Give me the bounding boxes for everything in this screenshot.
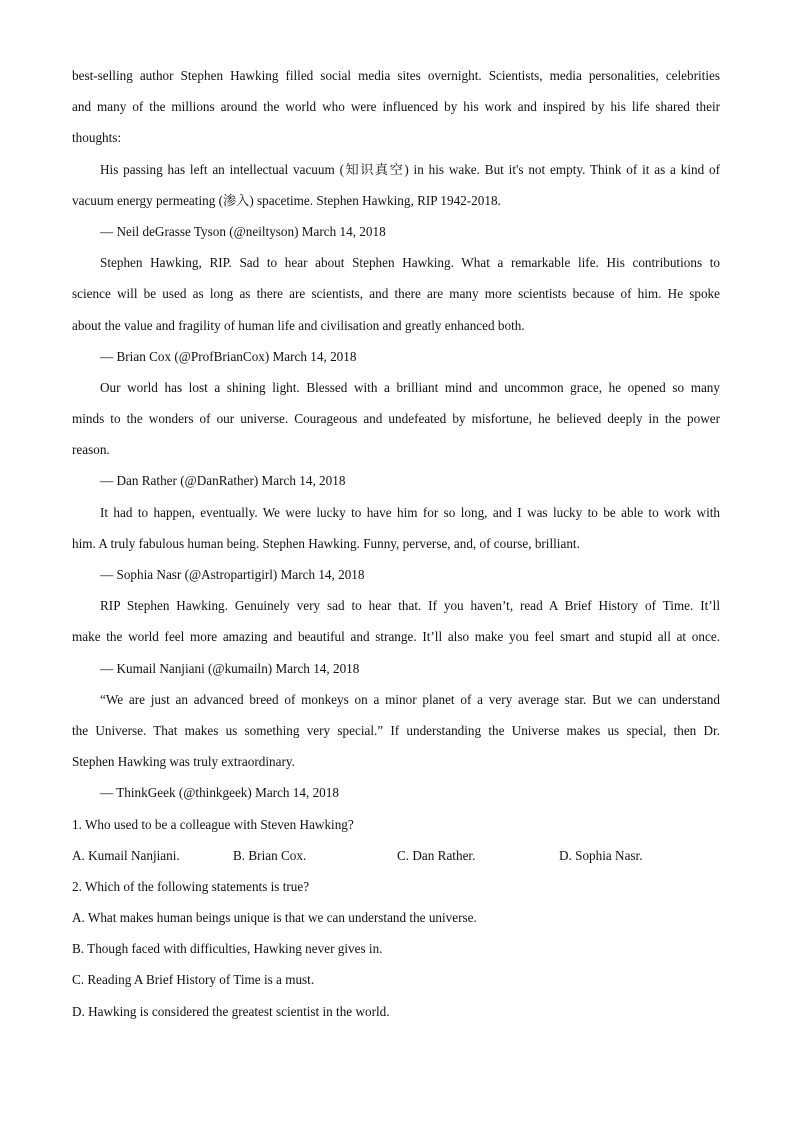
- tribute-line: RIP Stephen Hawking. Genuinely very sad to hear that. If you haven’t, read A Brief History of Time. It’ll: [100, 598, 720, 614]
- question-stem: 2. Which of the following statements is true?: [72, 878, 310, 894]
- tribute-attribution: — Neil deGrasse Tyson (@neiltyson) March 14, 2018: [100, 223, 386, 239]
- tribute-attribution: — Sophia Nasr (@Astropartigirl) March 14, 2018: [100, 567, 365, 582]
- tribute-line: It had to happen, eventually. We were lucky to have him for so long, and I was lucky to be able to work with: [100, 504, 720, 520]
- option-d: D. Hawking is considered the greatest scientist in the world.: [72, 1003, 390, 1019]
- option-c: C. Dan Rather.: [397, 847, 476, 863]
- tribute-line: vacuum energy permeating (渗入) spacetime. Stephen Hawking, RIP 1942-2018.: [72, 192, 501, 208]
- tribute-line: His passing has left an intellectual vacuum (知识真空) in his wake. But it's not empty. Think of it as a kind of: [100, 161, 720, 177]
- option-c: C. Reading A Brief History of Time is a must.: [72, 972, 315, 988]
- question-options: [72, 840, 720, 871]
- tribute-line: Stephen Hawking was truly extraordinary.: [72, 754, 295, 770]
- tribute-line: “We are just an advanced breed of monkeys on a minor planet of a very average star. But we can understand: [100, 691, 720, 707]
- document-page: [72, 60, 720, 1027]
- tribute-line: the Universe. That makes us something very special.” If understanding the Universe makes us special, then Dr.: [72, 722, 720, 738]
- tribute-line: Stephen Hawking, RIP. Sad to hear about Stephen Hawking. What a remarkable life. His contributions to: [100, 255, 720, 271]
- intro-line: and many of the millions around the world who were influenced by his work and inspired by his life shared their: [72, 99, 720, 115]
- tribute-line: Our world has lost a shining light. Blessed with a brilliant mind and uncommon grace, he opened so many: [100, 379, 720, 395]
- option-a: A. What makes human beings unique is that we can understand the universe.: [72, 910, 477, 926]
- tribute-line: reason.: [72, 442, 110, 458]
- option-a: A. Kumail Nanjiani.: [72, 847, 180, 863]
- tribute-line: him. A truly fabulous human being. Stephen Hawking. Funny, perverse, and, of course, brilliant.: [72, 535, 580, 551]
- option-b: B. Though faced with difficulties, Hawking never gives in.: [72, 941, 383, 957]
- tribute-attribution: — ThinkGeek (@thinkgeek) March 14, 2018: [100, 785, 339, 801]
- tribute-line: minds to the wonders of our universe. Courageous and undefeated by misfortune, he believed deeply in the power: [72, 411, 720, 427]
- intro-line: thoughts:: [72, 130, 122, 146]
- option-b: B. Brian Cox.: [233, 847, 307, 863]
- tribute-attribution: — Kumail Nanjiani (@kumailn) March 14, 2018: [100, 660, 360, 676]
- tribute-line: make the world feel more amazing and beautiful and strange. It’ll also make you feel smart and stupid all at once.: [72, 629, 720, 645]
- option-d: D. Sophia Nasr.: [559, 847, 643, 863]
- question-stem: 1. Who used to be a colleague with Steven Hawking?: [72, 816, 354, 832]
- tribute-attribution: — Brian Cox (@ProfBrianCox) March 14, 2018: [100, 348, 357, 364]
- tribute-line: science will be used as long as there are scientists, and there are many more scientists because of him. He spoke: [72, 286, 720, 302]
- tribute-attribution: — Dan Rather (@DanRather) March 14, 2018: [100, 473, 346, 489]
- intro-line: best-selling author Stephen Hawking filled social media sites overnight. Scientists, media personalities, celebrities: [72, 68, 720, 83]
- tribute-line: about the value and fragility of human life and civilisation and greatly enhanced both.: [72, 317, 525, 333]
